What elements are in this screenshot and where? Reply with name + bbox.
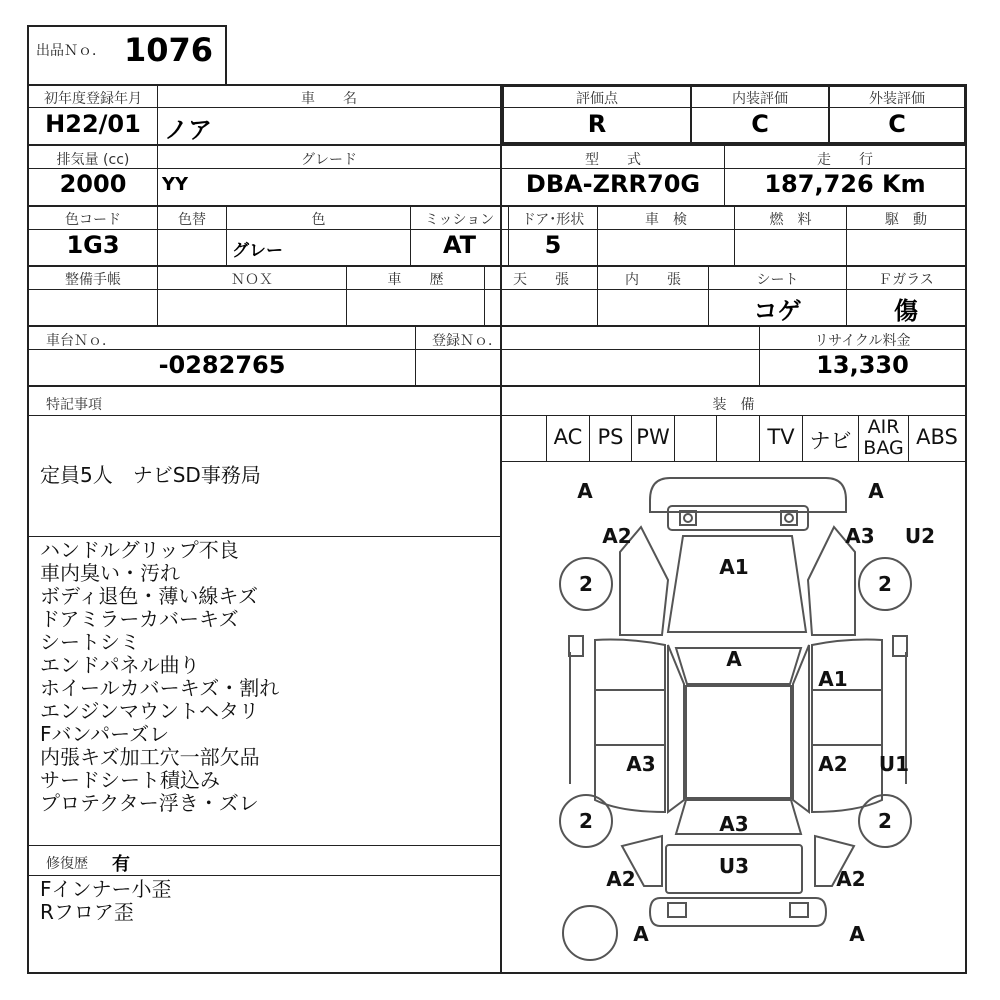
repair-history-value: 有 [112, 854, 130, 875]
equipment-item: ABS [916, 425, 958, 449]
transmission-value: AT [442, 231, 477, 259]
registration-year-value: H22/01 [45, 110, 141, 138]
damage-mark: A [577, 479, 593, 503]
damage-mark: A3 [719, 812, 749, 836]
damage-mark: A3 [626, 752, 656, 776]
exterior-score-value: C [888, 110, 906, 138]
listing-number-label: 出品Ｎｏ． [36, 43, 106, 59]
door-label: ドア･形状 [521, 212, 585, 228]
grade-value: YY [162, 174, 189, 195]
note-item: ホイールカバーキズ・割れ [40, 676, 280, 700]
chassis-number-value: -0282765 [158, 351, 286, 379]
mileage-label: 走 行 [817, 152, 873, 168]
vehicle-history-label: 車 歴 [387, 272, 444, 288]
damage-mark: A [868, 479, 884, 503]
car-name-value: ノア [164, 116, 212, 144]
damage-mark: A [849, 922, 865, 946]
registration-number-label: 登録Ｎｏ． [432, 333, 502, 349]
damage-mark: 2 [878, 809, 892, 833]
color-code-value: 1G3 [66, 231, 120, 259]
score-value: R [587, 110, 607, 138]
equipment-item: PS [597, 425, 624, 449]
repair-items-list [40, 878, 490, 924]
notes-list [40, 539, 490, 815]
note-item: 内張キズ加工穴一部欠品 [40, 745, 260, 769]
damage-marks [577, 479, 935, 946]
nox-label: ＮＯＸ [231, 272, 273, 288]
displacement-label: 排気量 (cc) [56, 152, 130, 168]
color-value: グレー [232, 241, 283, 261]
damage-mark: A3 [845, 524, 875, 548]
damage-mark: 2 [579, 572, 593, 596]
model-code-label: 型 式 [585, 152, 641, 168]
exterior-score-label: 外装評価 [869, 91, 925, 107]
model-code-value: DBA-ZRR70G [525, 170, 701, 198]
grade-label: グレード [301, 152, 357, 168]
headliner-label: 天 張 [513, 272, 569, 288]
damage-mark: A2 [606, 867, 636, 891]
damage-mark: A [726, 647, 742, 671]
car-name-label: 車 名 [301, 91, 357, 107]
front-glass-value: 傷 [894, 297, 918, 325]
note-item: エンドパネル曲り [40, 653, 200, 677]
transmission-label: ミッション [424, 212, 495, 228]
note-item: Fバンパーズレ [40, 722, 170, 746]
maintenance-book-label: 整備手帳 [65, 272, 121, 288]
seat-label: シート [756, 272, 799, 288]
mileage-value: 187,726 Km [764, 170, 926, 198]
damage-mark: A2 [818, 752, 848, 776]
color-label: 色 [311, 212, 326, 228]
repair-item: Rフロア歪 [40, 900, 134, 924]
registration-year-label: 初年度登録年月 [44, 91, 142, 107]
equipment-item: TV [767, 425, 795, 449]
seat-value: コゲ [753, 297, 802, 325]
damage-mark: 2 [579, 809, 593, 833]
listing-number: 1076 [124, 31, 214, 69]
equipment-item: AC [553, 425, 583, 449]
recycle-fee-value: 13,330 [816, 351, 909, 379]
equipment-item: AIR BAG [863, 416, 904, 459]
displacement-value: 2000 [59, 170, 127, 198]
equipment-item: PW [636, 425, 670, 449]
drive-label: 駆 動 [885, 212, 927, 228]
interior-score-label: 内装評価 [732, 91, 788, 107]
note-item: エンジンマウントヘタリ [40, 699, 259, 723]
chassis-number-label: 車台Ｎｏ． [46, 333, 116, 349]
damage-mark: U3 [718, 854, 750, 878]
note-item: ハンドルグリップ不良 [40, 538, 239, 562]
car-outline [560, 478, 911, 960]
note-item: サードシート積込み [40, 768, 220, 792]
repair-item: Fインナー小歪 [40, 877, 172, 901]
recycle-fee-label: リサイクル料金 [814, 333, 911, 349]
door-value: 5 [544, 231, 562, 259]
front-glass-label: Ｆガラス [878, 272, 934, 288]
repair-history-label: 修復歴 [46, 856, 88, 872]
damage-mark: U2 [904, 524, 936, 548]
damage-mark: A1 [818, 667, 848, 691]
damage-mark: U1 [878, 752, 910, 776]
note-item: ドアミラーカバーキズ [40, 607, 239, 631]
note-item: 車内臭い・汚れ [40, 561, 180, 585]
equipment-label: 装 備 [712, 397, 755, 413]
damage-mark: A2 [836, 867, 866, 891]
score-label: 評価点 [576, 91, 618, 107]
damage-mark: A2 [602, 524, 632, 548]
recolor-label: 色替 [178, 212, 206, 228]
special-notes-main: 定員5人 ナビSD事務局 [40, 463, 261, 487]
interior-trim-label: 内 張 [625, 272, 681, 288]
equipment-item: ナビ [809, 429, 852, 453]
damage-mark: 2 [878, 572, 892, 596]
color-code-label: 色コード [65, 212, 121, 228]
fuel-label: 燃 料 [769, 212, 812, 228]
inspection-label: 車 検 [645, 212, 687, 228]
interior-score-value: C [751, 110, 769, 138]
damage-mark: A [633, 922, 649, 946]
special-notes-label: 特記事項 [46, 397, 102, 413]
damage-mark: A1 [719, 555, 749, 579]
note-item: ボディ退色・薄い線キズ [40, 584, 258, 608]
note-item: シートシミ [40, 630, 140, 654]
note-item: プロテクター浮き・ズレ [40, 791, 259, 815]
